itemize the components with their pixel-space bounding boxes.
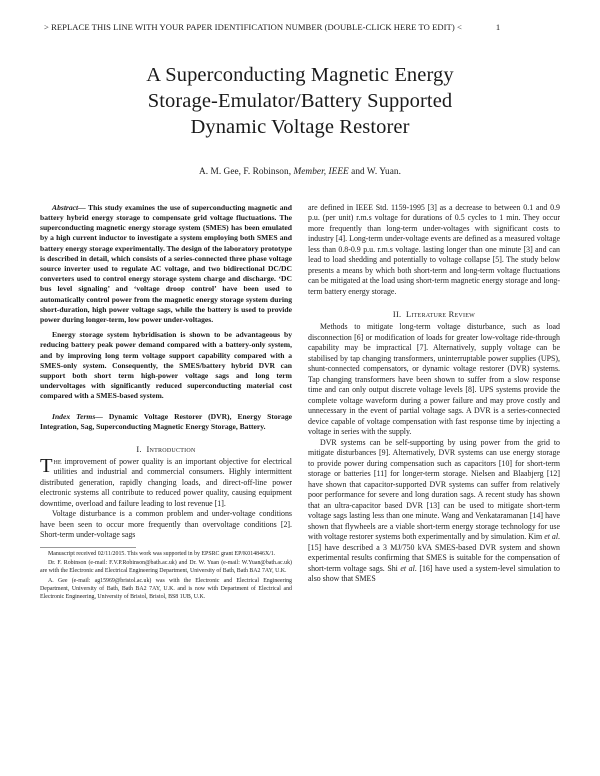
abstract-paragraph-2: Energy storage system hybridisation is shown to be advantageous by reducing battery peak power demand compared with a battery-only system, and by improving long term voltage support capability compared with a SMES-only system. Consequently, the SMES/battery hybrid DVR can support both short term high-power voltage sags and long term undervoltages with significantly reduced superconducting material cost compared with a SMES-based system. [40, 330, 292, 401]
page-title [90, 62, 510, 141]
literature-paragraph-2 [308, 438, 560, 585]
title-line-1: A Superconducting Magnetic Energy [146, 64, 454, 86]
section-title-literature-review: Literature Review [406, 310, 476, 320]
literature-text-2a: DVR systems can be self-supporting by using power from the grid to mitigate disturbances [9]. Alternatively, DVR systems can use energy storage to provide power during compensation such as capacitors [10] for short-term storage or batteries [11] for longer-term storage. Nielsen and Blaabjerg [12] have shown that capacitor-supported DVR systems can suffer from relatively poor performance for severe and long duration sags. A recent study has shown that an ultra-capacitor based DVR [13] can be used to mitigate short-term voltage sags lasting less than one minute. Wang and Venkataramanan [14] have shown that flywheels are a viable short-term energy storage technology for use with voltage restorer systems both experimentally and by simulation. Kim [308, 437, 560, 542]
literature-paragraph-1: Methods to mitigate long-term voltage disturbance, such as load disconnection [6] or modification of loads for greater low-voltage ride-through capability may be impractical [7]. Alternatively, supply voltage can be stabilised by tap changing transformers, uninterruptable power supplies (UPS), shunt-connected compensators, or dynamic voltage restorer (DVR) systems. Tap changing transformers have been shown to suffer from a slow response time and can only output discrete voltage levels [8]. UPS systems provide the complete voltage waveform during a power failure and may prove costly and unnecessary in the event of partial voltage sags. A DVR is a series-connected device capable of voltage compensation with fast response time by injecting a voltage in series with the supply. [308, 322, 560, 437]
right-column [308, 203, 560, 602]
intro-paragraph-2: Voltage disturbance is a common problem and under-voltage conditions have been seen to occur more frequently than overvoltage conditions [2]. Short-term under-voltage sags [40, 509, 292, 540]
intro-text-1: improvement of power quality is an important objective for electrical utilities and industrial and commercial consumers. Highly intermittent distributed generation, rapidly changing loads, and direct-off-line power electronic systems all contribute to reduced power quality, causing equipment downtime, overload and failure leading to lost revenue [1]. [40, 456, 292, 508]
abstract-paragraph-1 [40, 203, 292, 325]
literature-text-2c: . [16] have used a system-level simulation to also show that SMES [308, 563, 560, 584]
paper-id-placeholder-text[interactable]: > REPLACE THIS LINE WITH YOUR PAPER IDENTIFICATION NUMBER (DOUBLE-CLICK HERE TO EDIT) < [44, 22, 462, 32]
abstract-text-1: This study examines the use of superconducting magnetic and battery hybrid energy storage to compensate grid voltage fluctuations. The superconducting magnetic energy storage system (SMES) has been emulated by a high current inductor to investigate a system employing both SMES and battery energy storage experimentally. The design of the laboratory prototype is described in detail, which consists of a series-connected three phase voltage source inverter used to regulate AC voltage, and two bidirectional DC/DC converters used to control energy storage system charge and discharge. ‘DC bus level signaling’ and ‘voltage droop control’ have been used to automatically control power from the magnetic energy storage system during short-duration, high power voltage sags, while the battery is used to provide power during longer-term, low power under-voltages. [40, 202, 292, 324]
footnote-author-affiliation-bristol: A. Gee (e-mail: ag15969@bristol.ac.uk) was with the Electronic and Electrical Engineering Department, University of Bath, Bath BA2 7AY, U.K. and is now with Department of Electrical and Electronic Engineering, University of Bristol, Bristol, BS8 1UB, U.K. [40, 577, 292, 600]
footnote-block [40, 541, 292, 601]
authors-suffix: and W. Yuan. [348, 166, 401, 177]
index-terms-label: Index Terms— [52, 411, 103, 421]
authors-prefix: A. M. Gee, F. Robinson, [198, 166, 294, 177]
footnote-author-affiliation-bath: Dr. F. Robinson (e-mail: F.V.P.Robinson@bath.ac.uk) and Dr. W. Yuan (e-mail: W.Yuan@bath.ac.uk) are with the Electronic and Electrical Engineering Department, University of Bath, Bath BA2 7AY, U.K. [40, 560, 292, 575]
running-header [44, 22, 560, 32]
intro-paragraph-2-continuation: are defined in IEEE Std. 1159-1995 [3] as a decrease to between 0.1 and 0.9 p.u. (per unit) r.m.s voltage for durations of 0.5 cycles to 1 min. They occur more frequently than long-term under-voltages with significant costs to industry [4]. Long-term under-voltage events are defined as a measured voltage less than 0.8-0.9 p.u. r.m.s voltage. lasting longer than one minute [3] and can lead to load shedding and potentially to voltage collapse [5]. The study below presents a means by which both short-term and long-term voltage fluctuations can be mitigated at the load using short-term magnetic energy storage and long-term battery energy storage. [308, 202, 560, 296]
literature-text-2b: . [15] have described a 3 MJ/750 kVA SMES-based DVR system and shown experimental results confirming that SMES is suitable for the compensation of short-term voltage sags. Shi [308, 532, 560, 573]
drop-cap-letter: T [40, 454, 53, 477]
section-heading-literature-review [308, 310, 560, 319]
title-line-2: Storage-Emulator/Battery Supported [147, 90, 453, 113]
abstract-label: Abstract— [52, 202, 86, 212]
two-column-body [40, 203, 560, 602]
title-line-3: Dynamic Voltage Restorer [190, 116, 410, 139]
index-terms-text: Dynamic Voltage Restorer (DVR), Energy Storage Integration, Sag, Superconducting Magnetic Energy Storage, Battery. [40, 411, 293, 431]
footnote-manuscript-received: Manuscript received 02/11/2015. This work was supported in by EPSRC grant EP/K014846X/1. [48, 550, 276, 557]
index-terms-paragraph [40, 412, 292, 432]
page-number: 1 [495, 22, 501, 32]
intro-smallcaps-run: he [53, 456, 62, 466]
latin-abbrev-et-al-1: et al [544, 532, 559, 542]
section-number-introduction: I. [136, 444, 142, 454]
latin-abbrev-et-al-2: et al [400, 563, 415, 573]
ieee-membership: Member, IEEE [293, 166, 349, 177]
left-column [40, 203, 292, 602]
section-number-literature-review: II. [392, 310, 402, 320]
section-heading-introduction [40, 445, 292, 454]
author-list [40, 167, 560, 177]
footnote-rule [40, 547, 136, 548]
section-title-introduction: Introduction [146, 444, 196, 454]
intro-paragraph-1 [40, 454, 292, 510]
title-block [40, 62, 560, 177]
